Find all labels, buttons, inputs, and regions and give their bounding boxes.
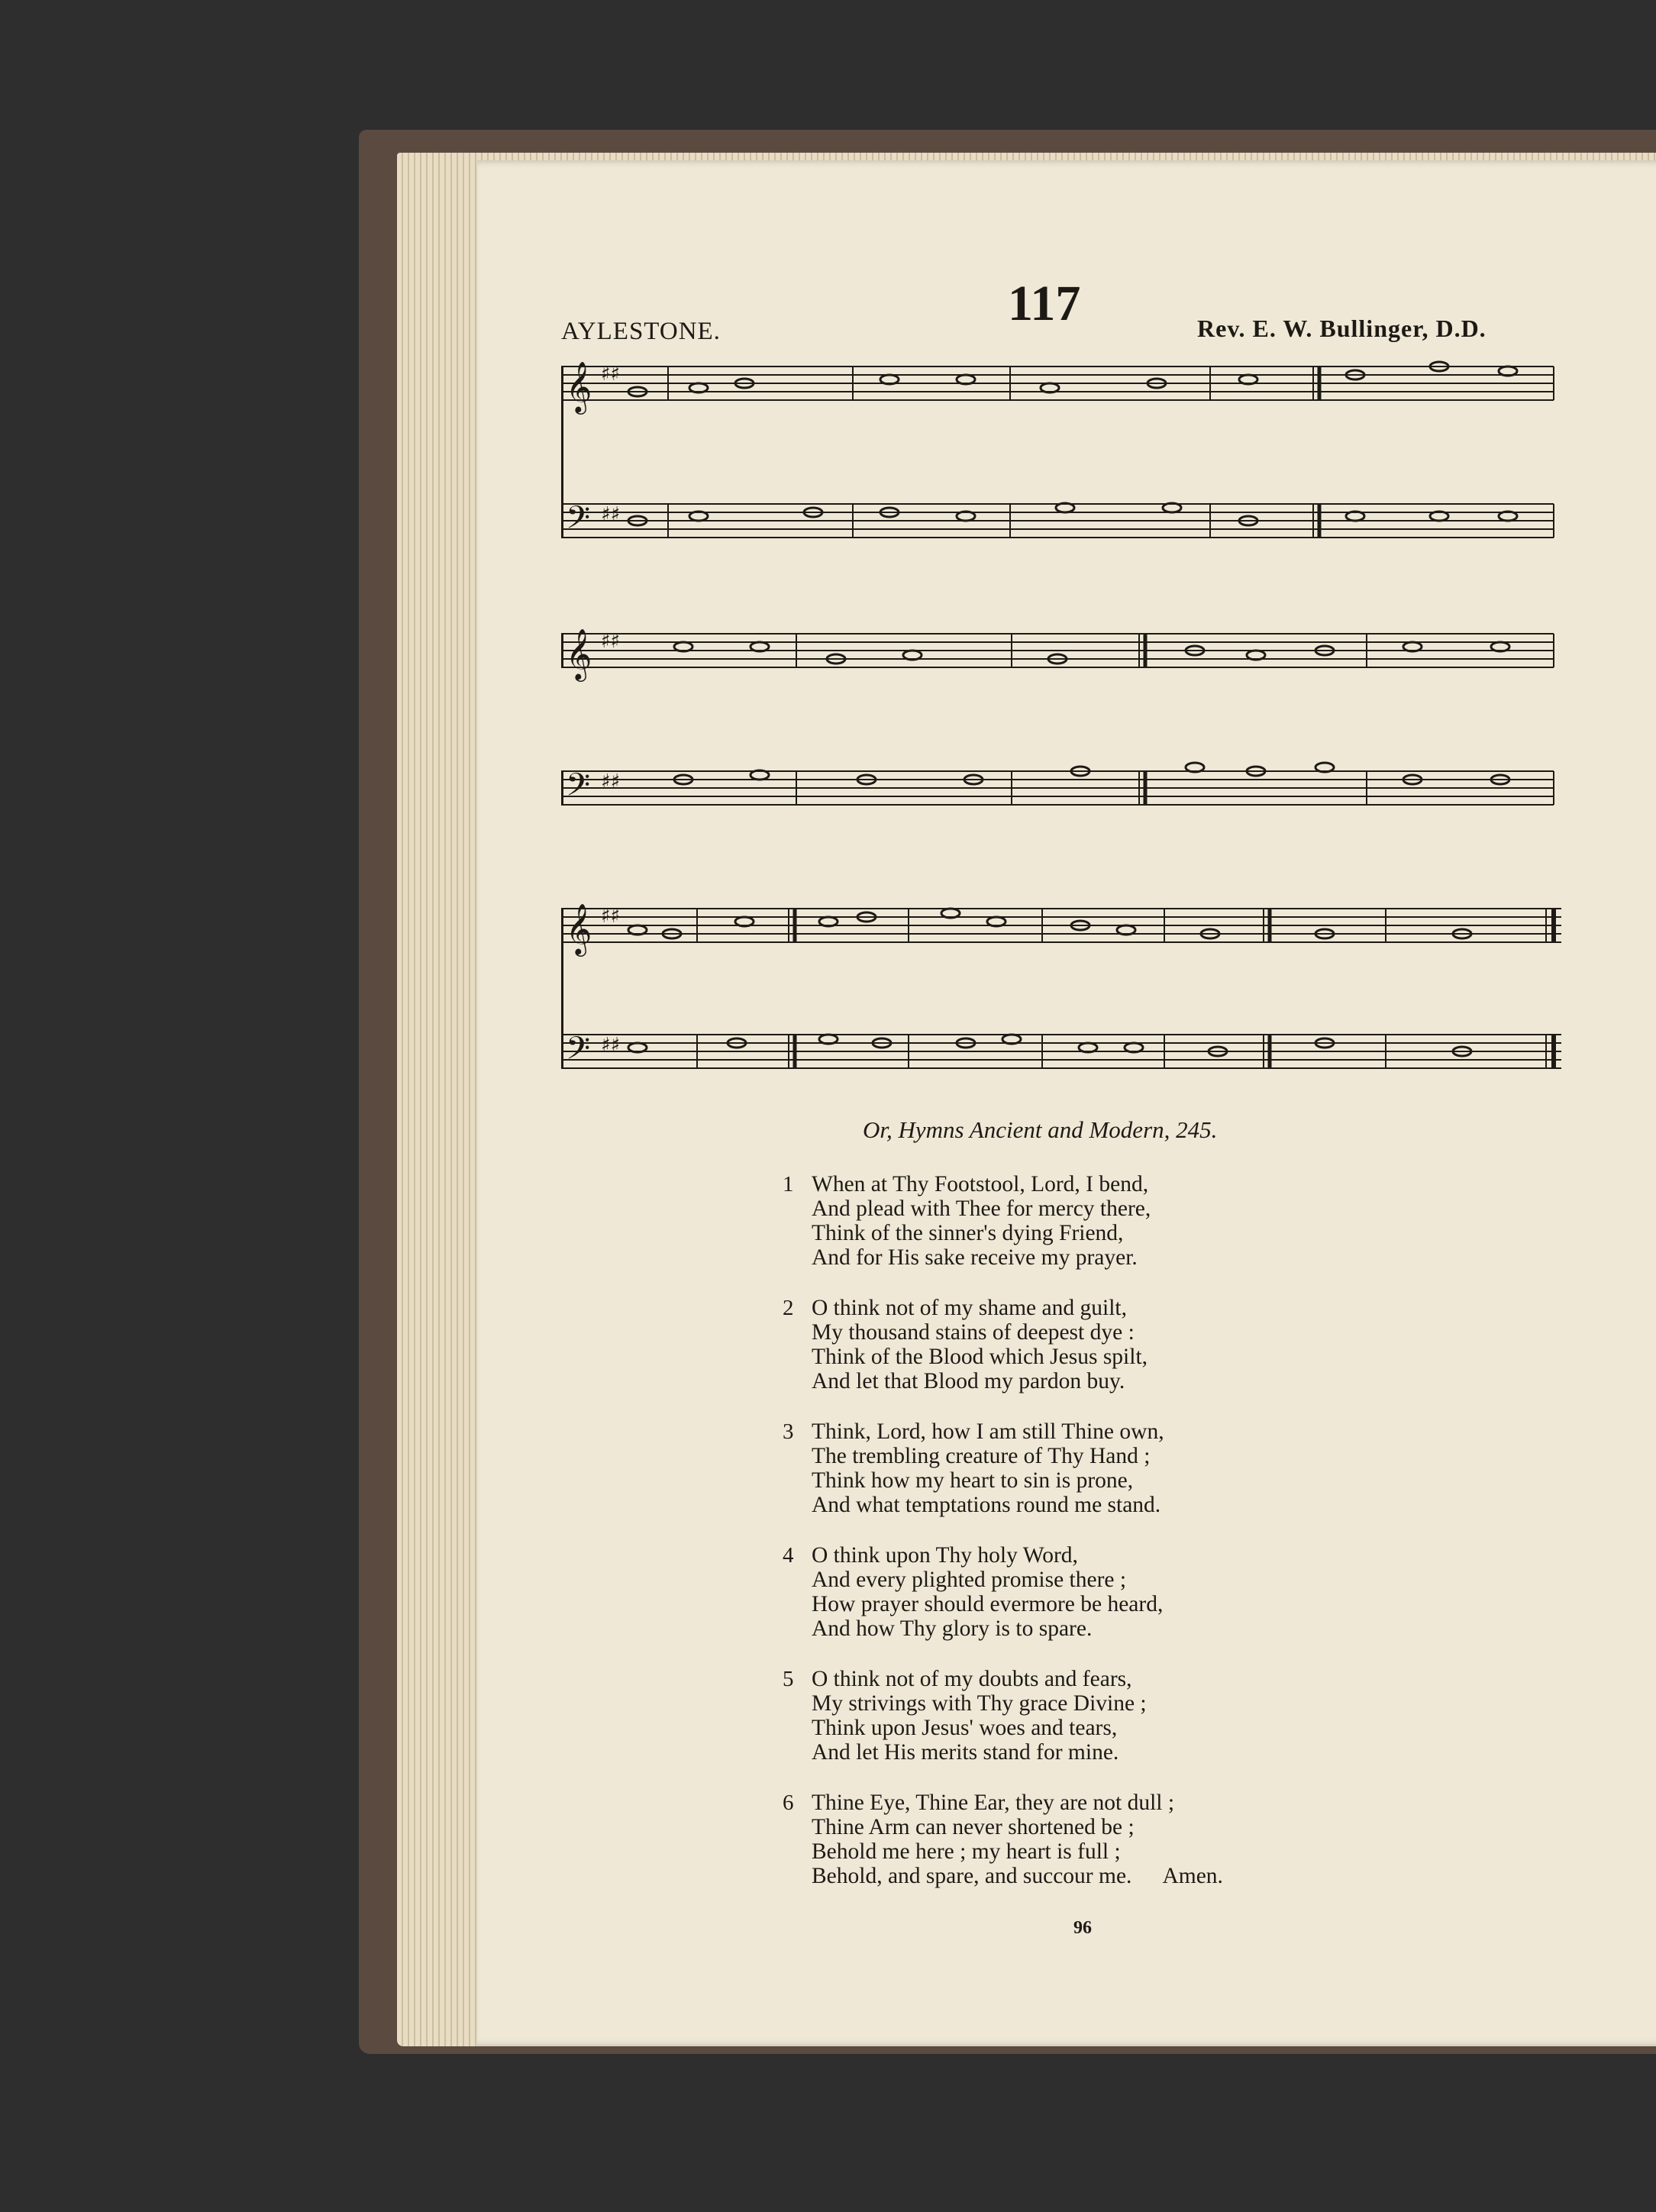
verse-line: Think of the Blood which Jesus spilt, [812, 1345, 1148, 1369]
verse-number: 3 [783, 1419, 794, 1444]
svg-text:♯♯: ♯♯ [601, 363, 621, 386]
svg-text:𝄞: 𝄞 [566, 628, 592, 680]
tune-name: AYLESTONE. [561, 318, 721, 345]
verse-line: When at Thy Footstool, Lord, I bend, [812, 1172, 1149, 1196]
svg-text:♯♯: ♯♯ [601, 1034, 621, 1057]
verse-line: O think not of my shame and guilt, [812, 1296, 1127, 1320]
svg-text:♯♯: ♯♯ [601, 770, 621, 793]
verse-line: Thine Eye, Thine Ear, they are not dull ; [812, 1791, 1175, 1815]
verse-line: How prayer should evermore be heard, [812, 1592, 1164, 1616]
music-system-2 [561, 626, 1566, 855]
music-system-3 [561, 901, 1566, 1100]
music-system-1 [561, 359, 1566, 565]
svg-text:♯♯: ♯♯ [601, 905, 621, 928]
verse-line: Think of the sinner's dying Friend, [812, 1221, 1124, 1245]
svg-text:𝄢: 𝄢 [566, 1030, 591, 1074]
verse-6 [783, 1791, 1223, 1888]
verse-number: 2 [783, 1296, 794, 1320]
verse-line: My thousand stains of deepest dye : [812, 1320, 1135, 1345]
verse-5 [783, 1667, 1147, 1765]
svg-text:𝄢: 𝄢 [566, 499, 591, 544]
svg-text:𝄢: 𝄢 [566, 767, 591, 811]
verse-line: And for His sake receive my prayer. [812, 1245, 1138, 1270]
verse-line-text: Behold, and spare, and succour me. [812, 1864, 1132, 1888]
verse-line: Think, Lord, how I am still Thine own, [812, 1419, 1164, 1444]
verse-line: Behold me here ; my heart is full ; [812, 1839, 1121, 1864]
verse-line: O think not of my doubts and fears, [812, 1667, 1132, 1691]
verse-line: Think upon Jesus' woes and tears, [812, 1716, 1118, 1740]
verse-number: 6 [783, 1791, 794, 1815]
svg-text:𝄞: 𝄞 [566, 903, 592, 954]
verse-3 [783, 1419, 1164, 1517]
verse-4 [783, 1543, 1164, 1641]
verse-number: 1 [783, 1172, 794, 1196]
verse-2 [783, 1296, 1148, 1393]
verse-line: O think upon Thy holy Word, [812, 1543, 1078, 1568]
verse-line: And what temptations round me stand. [812, 1493, 1161, 1517]
verse-line: Thine Arm can never shortened be ; [812, 1815, 1135, 1839]
svg-text:𝄞: 𝄞 [566, 360, 592, 412]
verse-line: And every plighted promise there ; [812, 1568, 1127, 1592]
svg-text:♯♯: ♯♯ [601, 503, 621, 526]
hymn-number: 117 [1008, 276, 1081, 331]
alternative-tune-reference: Or, Hymns Ancient and Modern, 245. [863, 1116, 1218, 1143]
amen: Amen. [1162, 1864, 1223, 1888]
verse-1 [783, 1172, 1151, 1270]
svg-text:♯♯: ♯♯ [601, 630, 621, 653]
verse-line: Think how my heart to sin is prone, [812, 1468, 1134, 1493]
verse-line [812, 1864, 1223, 1888]
composer: Rev. E. W. Bullinger, D.D. [1197, 315, 1487, 342]
verse-line: The trembling creature of Thy Hand ; [812, 1444, 1151, 1468]
verse-line: And plead with Thee for mercy there, [812, 1196, 1151, 1221]
verse-line: And let His merits stand for mine. [812, 1740, 1119, 1765]
verse-line: And how Thy glory is to spare. [812, 1616, 1093, 1641]
verse-number: 5 [783, 1667, 794, 1691]
verse-line: And let that Blood my pardon buy. [812, 1369, 1125, 1393]
verse-line: My strivings with Thy grace Divine ; [812, 1691, 1147, 1716]
verse-number: 4 [783, 1543, 794, 1568]
page-number: 96 [1073, 1918, 1092, 1938]
